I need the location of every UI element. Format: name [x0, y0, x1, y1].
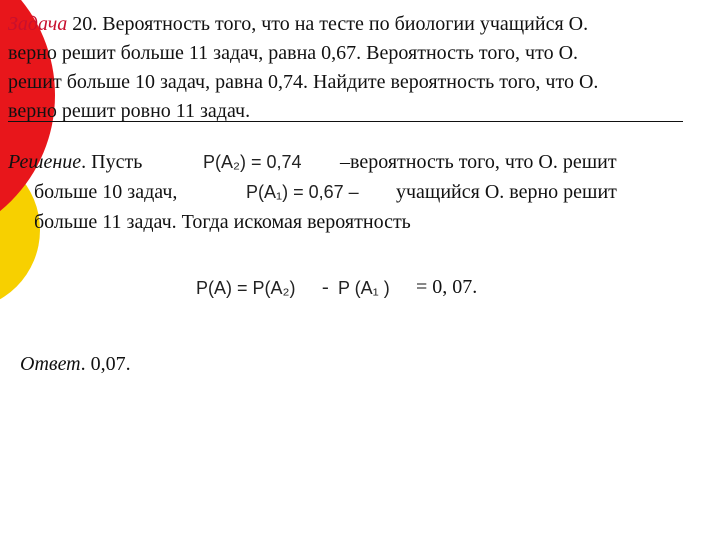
formula-p-a: P(A) = P(A₂) — [196, 278, 296, 298]
solution-line-1: Решение. Пусть P(A₂) = 0,74 –вероятность того, что О. решит — [8, 148, 713, 178]
solution-line-3: больше 11 задач. Тогда искомая вероятность — [34, 211, 411, 233]
solution-block — [8, 148, 713, 238]
answer-label: Ответ — [20, 353, 81, 375]
solution-line-2-text: учащийся О. верно решит — [396, 181, 617, 203]
problem-underline — [8, 121, 683, 122]
problem-statement — [8, 10, 718, 126]
problem-line-4: верно решит ровно 11 задач. — [8, 100, 251, 122]
result-formula — [196, 276, 516, 306]
problem-line-3: решит больше 10 задач, равна 0,74. Найдите вероятность того, что О. — [8, 71, 599, 93]
formula-p-a1-term: P (A₁ ) — [338, 278, 390, 298]
solution-label: Решение — [8, 151, 82, 173]
solution-line-2: больше 10 задач, P(A₁) = 0,67 – учащийся О. верно решит — [8, 178, 713, 208]
problem-line-2: верно решит больше 11 задач, равна 0,67. Вероятность того, что О. — [8, 42, 579, 64]
problem-line-1: Задача 20. Вероятность того, что на тесте по биологии учащийся О. — [8, 13, 589, 35]
solution-line-1-text: –вероятность того, что О. решит — [340, 151, 617, 173]
answer-value: . 0,07. — [80, 353, 131, 375]
formula-p-a1: P(A₁) = 0,67 – — [246, 182, 359, 202]
answer-line — [20, 350, 131, 378]
problem-label: Задача — [8, 13, 68, 35]
formula-p-a2: P(A₂) = 0,74 — [203, 152, 302, 172]
result-value: = 0, 07. — [416, 276, 478, 298]
minus-sign: - — [322, 276, 329, 298]
